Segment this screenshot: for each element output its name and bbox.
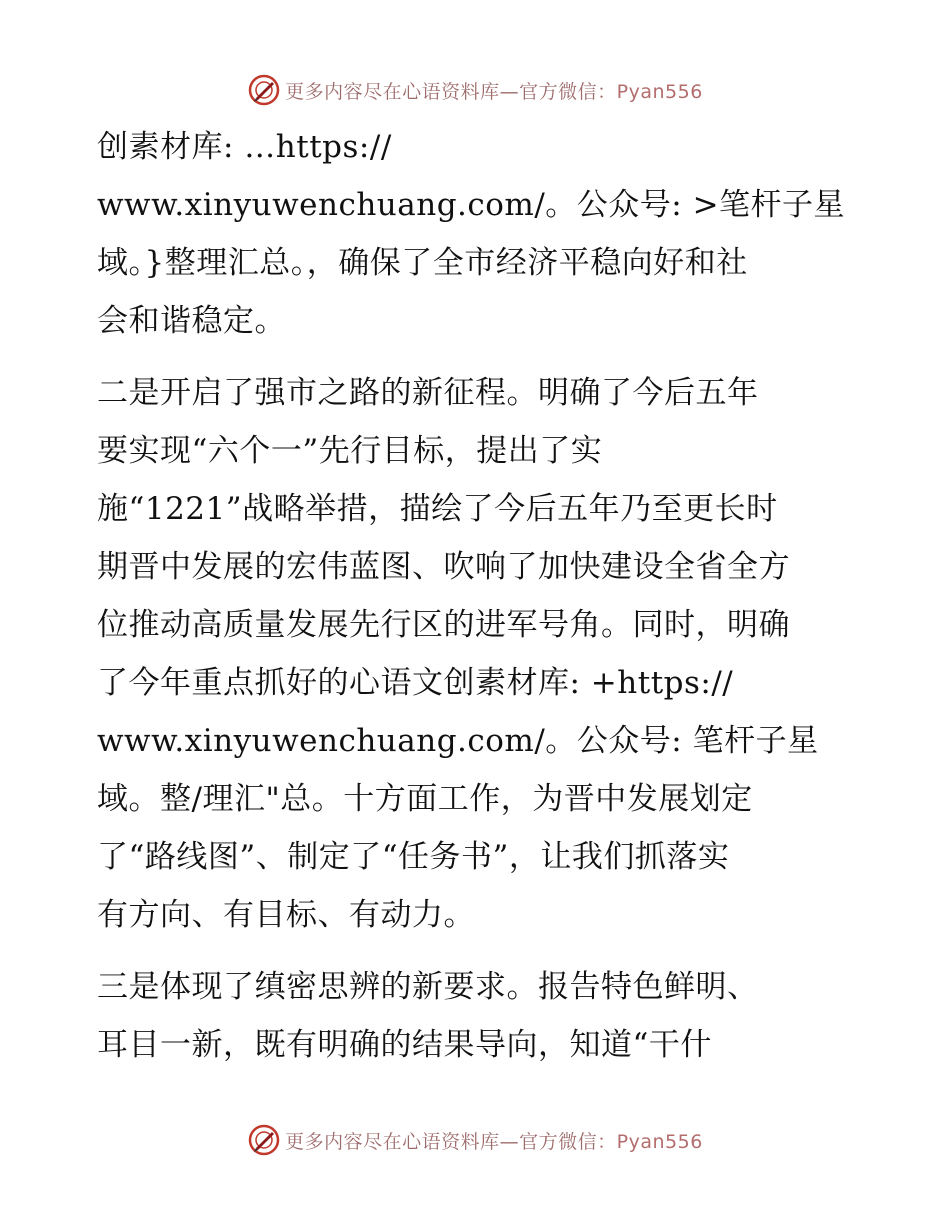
text-line: 要实现“六个一”先行目标，提出了实 [97, 433, 603, 469]
header-banner [0, 70, 950, 110]
header-banner-text: 更多内容尽在心语资料库—官方微信：Pyan556 [285, 80, 703, 103]
document-body [97, 123, 857, 1079]
text-line: 施“1221”战略举措，描绘了今后五年乃至更长时 [97, 491, 778, 527]
text-line: 域。整/理汇"总。十方面工作，为晋中发展划定 [97, 781, 753, 817]
footer-banner [0, 1120, 950, 1160]
text-line: 创素材库: …https:// [97, 129, 392, 165]
header-wechat-id: Pyan556 [616, 80, 703, 103]
text-line: 位推动高质量发展先行区的进军号角。同时，明确 [97, 607, 790, 643]
pen-logo-icon [247, 1123, 281, 1157]
footer-banner-text: 更多内容尽在心语资料库—官方微信：Pyan556 [285, 1130, 703, 1153]
text-line: 有方向、有目标、有动力。 [97, 897, 475, 933]
text-line: www.xinyuwenchuang.com/。公众号: 笔杆子星 [97, 723, 819, 759]
paragraph-3-start: 三是体现了缜密思辨的新要求。报告特色鲜明、 [97, 969, 759, 1005]
text-line: 了今年重点抓好的心语文创素材库: +https:// [97, 665, 734, 701]
text-line: 期晋中发展的宏伟蓝图、吹响了加快建设全省全方 [97, 549, 790, 585]
text-line: www.xinyuwenchuang.com/。公众号: >笔杆子星 [97, 187, 846, 223]
footer-wechat-id: Pyan556 [616, 1130, 703, 1153]
text-line: 域。}整理汇总。，确保了全市经济平稳向好和社 [97, 245, 748, 281]
text-line: 耳目一新，既有明确的结果导向，知道“干什 [97, 1027, 712, 1063]
pen-logo-icon [247, 73, 281, 107]
text-line: 会和谐稳定。 [97, 303, 286, 339]
paragraph-2-start: 二是开启了强市之路的新征程。明确了今后五年 [97, 375, 759, 411]
text-line: 了“路线图”、制定了“任务书”，让我们抓落实 [97, 839, 730, 875]
